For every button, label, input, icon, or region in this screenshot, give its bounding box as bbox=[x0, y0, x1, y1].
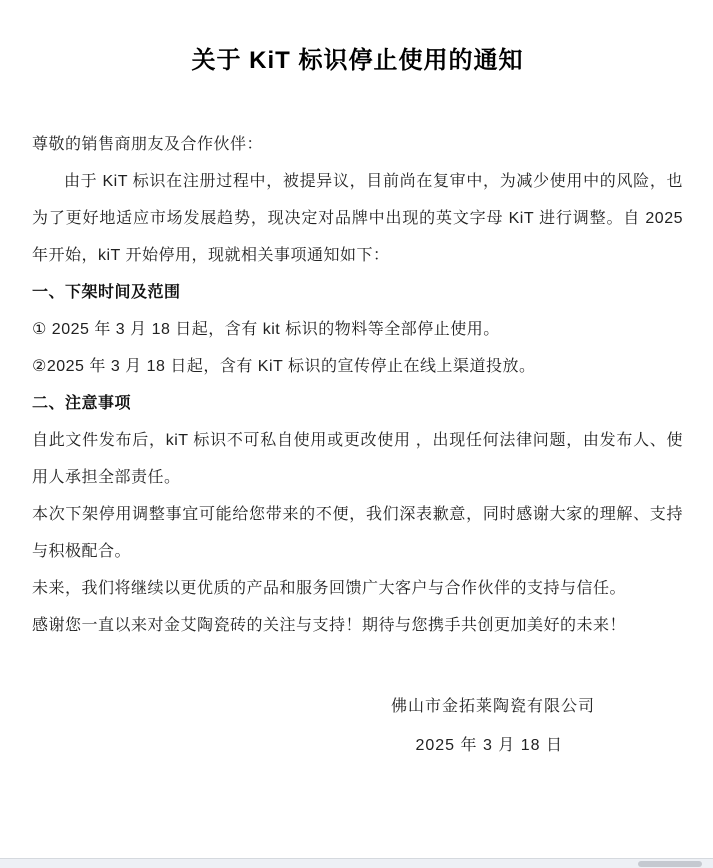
signature-company: 佛山市金拓莱陶瓷有限公司 bbox=[390, 698, 595, 715]
signature-date: 2025 年 3 月 18 日 bbox=[415, 737, 563, 754]
intro-paragraph: 由于 KiT 标识在注册过程中，被提异议，目前尚在复审中，为减少使用中的风险，也为了更好地适应市场发展趋势，现决定对品牌中出现的英文字母 KiT 进行调整。自 2025 年开始，kiT 开始停用，现就相关事项通知如下： bbox=[32, 173, 683, 264]
horizontal-scrollbar-thumb[interactable] bbox=[638, 861, 702, 867]
section2-paragraph-4: 感谢您一直以来对金艾陶瓷砖的关注与支持！期待与您携手共创更加美好的未来！ bbox=[32, 617, 627, 634]
section1-heading: 一、下架时间及范围 bbox=[32, 284, 181, 301]
section2-paragraph-1: 自此文件发布后，kiT 标识不可私自使用或更改使用 ，出现任何法律问题，由发布人、使用人承担全部责任。 bbox=[32, 432, 683, 486]
page-title: 关于 KiT 标识停止使用的通知 bbox=[191, 47, 524, 74]
greeting-line: 尊敬的销售商朋友及合作伙伴： bbox=[32, 136, 264, 153]
signature-block bbox=[32, 688, 683, 764]
section1-item-1: ① 2025 年 3 月 18 日起，含有 kit 标识的物料等全部停止使用。 bbox=[32, 321, 500, 338]
section1-item-2: ②2025 年 3 月 18 日起，含有 KiT 标识的宣传停止在线上渠道投放。 bbox=[32, 358, 536, 375]
section2-paragraph-2: 本次下架停用调整事宜可能给您带来的不便，我们深表歉意，同时感谢大家的理解、支持与积极配合。 bbox=[32, 506, 683, 560]
section2-heading: 二、注意事项 bbox=[32, 395, 132, 412]
horizontal-scrollbar-track[interactable] bbox=[0, 858, 713, 868]
section2-paragraph-3: 未来，我们将继续以更优质的产品和服务回馈广大客户与合作伙伴的支持与信任。 bbox=[32, 580, 627, 597]
